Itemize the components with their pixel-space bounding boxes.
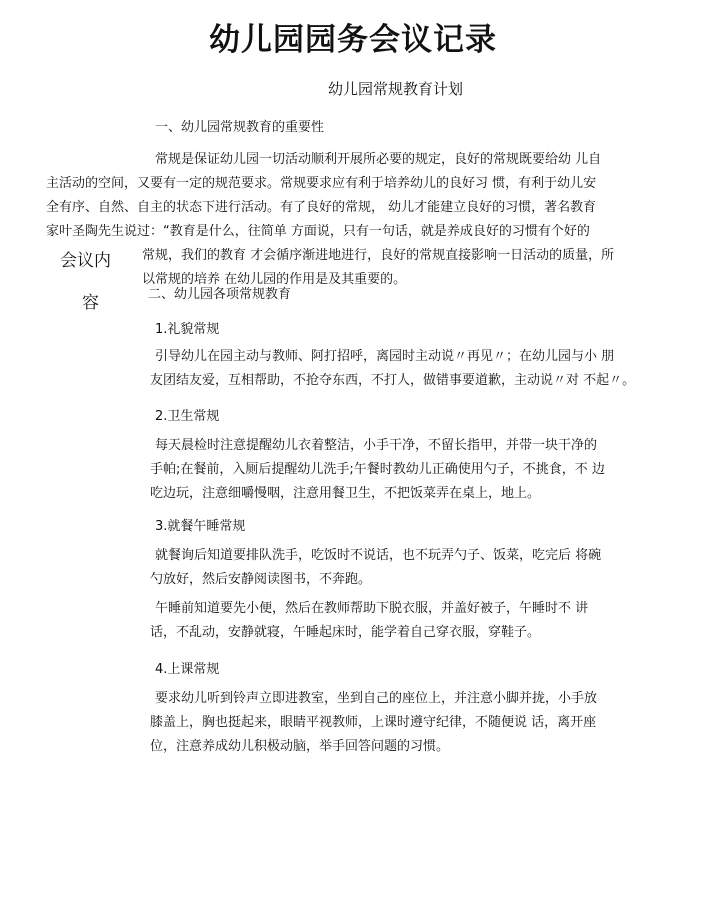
section1-line: 主活动的空间，又要有一定的规范要求。常规要求应有利于培养幼儿的良好习 惯，有利于幼儿安 [46, 176, 597, 191]
meal-nap-heading: 3.就餐午睡常规 [155, 519, 246, 534]
section1-heading: 一、幼儿园常规教育的重要性 [155, 120, 325, 135]
class-line: 要求幼儿听到铃声立即进教室，坐到自己的座位上，并注意小脚并拢，小手放 [155, 691, 598, 706]
hygiene-line: 手帕;在餐前，入厕后提醒幼儿洗手;午餐时教幼儿正确使用勺子，不挑食，不 边 [150, 462, 605, 477]
hygiene-paragraph [150, 434, 605, 506]
meal-line: 勺放好，然后安静阅读图书，不奔跑。 [150, 572, 372, 587]
etiquette-heading: 1.礼貌常规 [155, 322, 220, 337]
meal-paragraph [150, 544, 601, 592]
document-subtitle: 幼儿园常规教育计划 [328, 80, 464, 98]
nap-paragraph [150, 597, 588, 645]
meeting-content-label-line2: 容 [82, 293, 99, 313]
nap-line: 话，不乱动，安静就寝，午睡起床时，能学着自己穿衣服，穿鞋子。 [150, 625, 541, 640]
hygiene-line: 吃边玩，注意细嚼慢咽，注意用餐卫生，不把饭菜弄在桌上，地上。 [150, 486, 541, 501]
class-line: 位，注意养成幼儿积极动脑，举手回答问题的习惯。 [150, 739, 450, 754]
hygiene-line: 每天晨检时注意提醒幼儿衣着整洁，小手干净，不留长指甲，并带一块干净的 [155, 438, 598, 453]
document-title: 幼儿园园务会议记录 [209, 22, 497, 58]
etiquette-line: 友团结友爱，互相帮助，不抢夺东西，不打人，做错事要道歉，主动说〃对 不起〃。 [150, 373, 636, 388]
nap-line: 午睡前知道要先小便，然后在教师帮助下脱衣服，并盖好被子，午睡时不 讲 [155, 601, 589, 616]
etiquette-line: 引导幼儿在园主动与教师、阿打招呼，离园时主动说〃再见〃；在幼儿园与小 朋 [155, 349, 615, 364]
section1-line: 家叶圣陶先生说过：“教育是什么，往简单 方面说，只有一句话，就是养成良好的习惯有个好的 [46, 224, 590, 239]
class-paragraph [150, 687, 597, 759]
meeting-content-label-line1: 会议内 [60, 251, 111, 271]
section1-line: 全有序、自然、自主的状态下进行活动。有了良好的常规， 幼儿才能建立良好的习惯，著名教育 [46, 200, 597, 215]
section1-paragraph [0, 148, 614, 292]
class-heading: 4.上课常规 [155, 662, 220, 677]
section2-heading: 二、幼儿园各项常规教育 [148, 287, 292, 302]
class-line: 膝盖上，胸也挺起来，眼睛平视教师，上课时遵守纪律，不随便说 话，离开座 [150, 715, 597, 730]
etiquette-paragraph [150, 345, 635, 393]
meal-line: 就餐询后知道要排队洗手，吃饭时不说话，也不玩弄勺子、饭菜，吃完后 将碗 [155, 548, 602, 563]
section1-line: 常规是保证幼儿园一切活动顺利开展所必要的规定，良好的常规既要给幼 儿自 [155, 152, 602, 167]
section1-line: 以常规的培养 在幼儿园的作用是及其重要的。 [142, 272, 407, 287]
hygiene-heading: 2.卫生常规 [155, 409, 220, 424]
section1-line: 常规，我们的教育 才会循序渐进地进行，良好的常规直接影响一日活动的质量，所 [142, 248, 615, 263]
